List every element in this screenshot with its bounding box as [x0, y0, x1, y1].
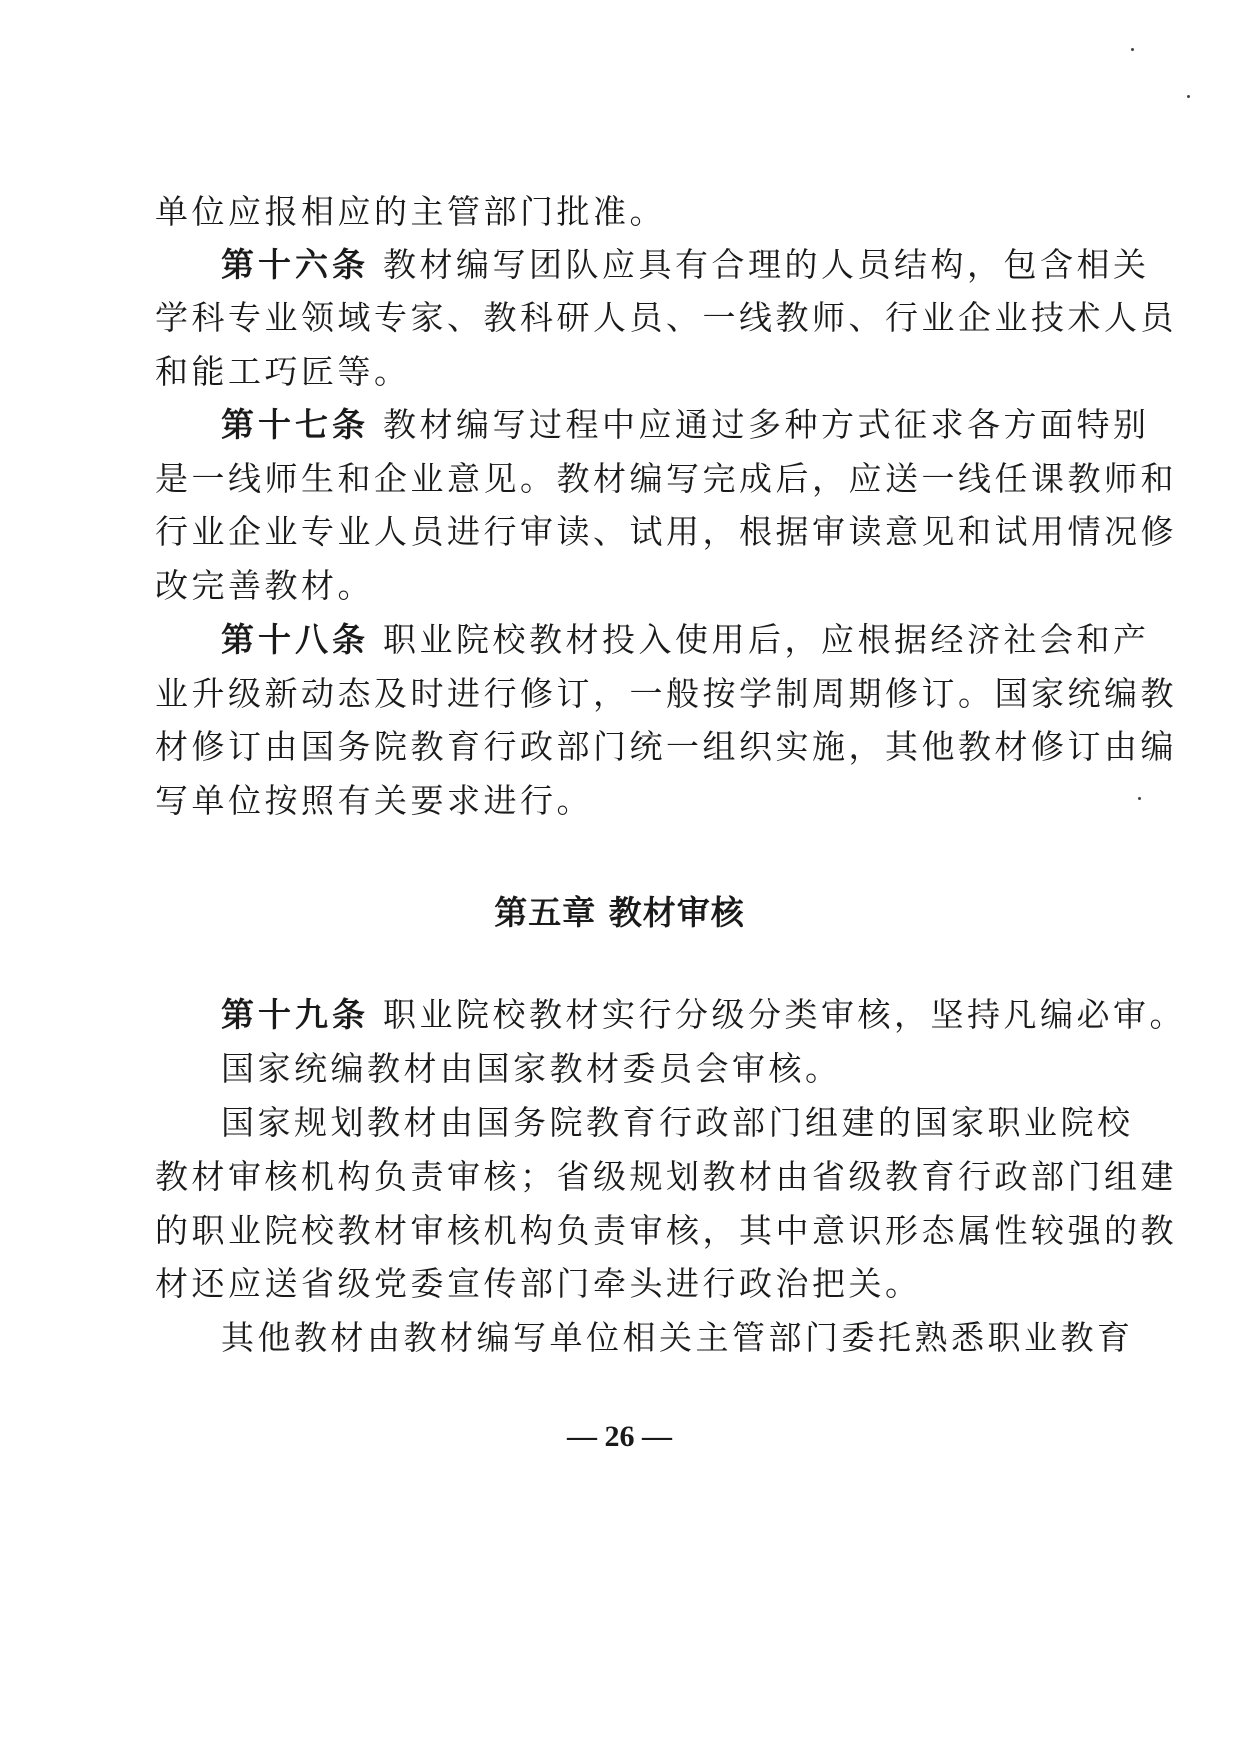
text-line: 其他教材由教材编写单位相关主管部门委托熟悉职业教育: [221, 1318, 1134, 1357]
article-17-line-1: [221, 405, 1150, 445]
text-line: 国家规划教材由国务院教育行政部门组建的国家职业院校: [221, 1103, 1134, 1142]
text-line: 行业企业专业人员进行审读、试用，根据审读意见和试用情况修: [155, 512, 1177, 551]
text-span: 职业院校教材投入使用后，应根据经济社会和产: [383, 620, 1150, 659]
text-span: 教材编写团队应具有合理的人员结构，包含相关: [383, 245, 1150, 284]
scan-speck: [1187, 95, 1190, 98]
text-line: 的职业院校教材审核机构负责审核，其中意识形态属性较强的教: [155, 1211, 1177, 1250]
article-17-label: 第十七条: [221, 405, 369, 444]
article-16-line-1: [221, 245, 1150, 285]
text-line: 业升级新动态及时进行修订，一般按学制周期修订。国家统编教: [155, 674, 1177, 713]
text-line: 学科专业领域专家、教科研人员、一线教师、行业企业技术人员: [155, 298, 1177, 337]
article-19-label: 第十九条: [221, 995, 369, 1034]
text-span: 教材编写过程中应通过多种方式征求各方面特别: [383, 405, 1150, 444]
text-line: 教材审核机构负责审核；省级规划教材由省级教育行政部门组建: [155, 1157, 1177, 1196]
text-line: 国家统编教材由国家教材委员会审核。: [221, 1049, 842, 1088]
text-line: 和能工巧匠等。: [155, 352, 411, 391]
text-line: 是一线师生和企业意见。教材编写完成后，应送一线任课教师和: [155, 459, 1177, 498]
text-line: 材还应送省级党委宣传部门牵头进行政治把关。: [155, 1264, 922, 1303]
text-line: 单位应报相应的主管部门批准。: [155, 192, 666, 231]
article-19-line-1: [221, 995, 1186, 1035]
article-18-label: 第十八条: [221, 620, 369, 659]
text-span: 职业院校教材实行分级分类审核，坚持凡编必审。: [383, 995, 1186, 1034]
article-16-label: 第十六条: [221, 245, 369, 284]
text-line: 材修订由国务院教育行政部门统一组织实施，其他教材修订由编: [155, 727, 1177, 766]
chapter-heading: 第五章 教材审核: [494, 893, 745, 932]
page-number: — 26 —: [567, 1420, 672, 1453]
article-18-line-1: [221, 620, 1150, 660]
text-line: 写单位按照有关要求进行。: [155, 781, 593, 820]
text-line: 改完善教材。: [155, 566, 374, 605]
scan-speck: [1138, 797, 1141, 800]
scan-speck: [1131, 48, 1134, 51]
